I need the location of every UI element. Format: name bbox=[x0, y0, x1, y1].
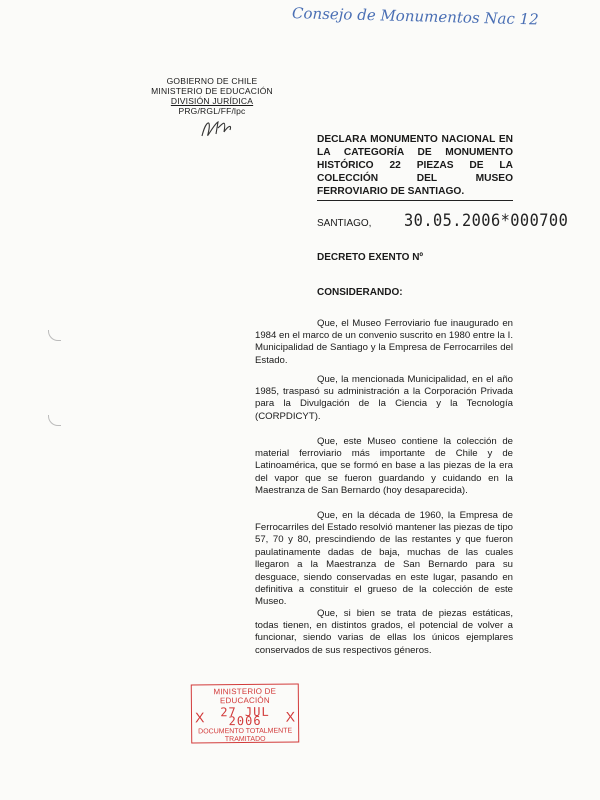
stamp-mark-right: X bbox=[285, 708, 296, 725]
letterhead-reference: PRG/RGL/FF/lpc bbox=[178, 106, 246, 116]
handwritten-annotation: Consejo de Monumentos Nac 12 bbox=[291, 4, 539, 29]
date-number-stamp: 30.05.2006*000700 bbox=[404, 211, 569, 231]
paragraph-2: Que, la mencionada Municipalidad, en el año 1985, traspasó su administración a la Corporación Privada para la Divulgación de la Ciencia y la Tecnología (CORPDICYT). bbox=[255, 373, 513, 422]
paragraph-1: Que, el Museo Ferroviario fue inaugurado en 1984 en el marco de un convenio suscrito en 1980 entre la I. Municipalidad de Santiago y la Empresa de Ferrocarriles del Estado. bbox=[255, 317, 513, 366]
decree-title: DECLARA MONUMENTO NACIONAL EN LA CATEGORÍA DE MONUMENTO HISTÓRICO 22 PIEZAS DE LA COLECCIÓN DEL MUSEO FERROVIARIO DE SANTIAGO. bbox=[317, 133, 513, 201]
handwritten-initials-signature bbox=[194, 116, 244, 142]
decree-number-label: DECRETO EXENTO Nº bbox=[317, 252, 424, 263]
paragraph-5: Que, si bien se trata de piezas estáticas, todas tienen, en distintos grados, el potencial de volver a funcionar, siendo varias de ellas los únicos ejemplares conservados de sus respectivos géneros. bbox=[255, 607, 513, 656]
paragraph-3: Que, este Museo contiene la colección de material ferroviario más importante de Chile y de Latinoamérica, que se formó en base a las piezas de la era del vapor que se fueron guardando y cuidando en la Maestranza de San Bernardo (hoy desaparecida). bbox=[255, 435, 513, 497]
stamp-status: DOCUMENTO TOTALMENTE TRAMITADO bbox=[198, 727, 293, 743]
considerando-heading: CONSIDERANDO: bbox=[317, 287, 403, 298]
paragraph-4: Que, en la década de 1960, la Empresa de Ferrocarriles del Estado resolvió mantener las piezas de tipo 57, 70 y 80, prescindiendo de las restantes y que fueron paulatinamente dadas de baja, muchas de las cuales llegaron a la Maestranza de San Bernardo para su desguace, siendo conservadas en este lugar, pasando en definitiva a constituir el grueso de la colección de este Museo. bbox=[255, 509, 513, 608]
punch-hole-mark bbox=[48, 415, 61, 426]
stamp-date: 27 JUL 2006 bbox=[220, 704, 270, 729]
punch-hole-mark bbox=[48, 330, 61, 341]
stamp-ministry: MINISTERIO DE EDUCACIÓN bbox=[213, 686, 277, 706]
letterhead-government: GOBIERNO DE CHILE bbox=[166, 76, 258, 86]
letterhead bbox=[132, 76, 292, 116]
letterhead-ministry: MINISTERIO DE EDUCACIÓN bbox=[151, 86, 273, 96]
reception-stamp bbox=[191, 684, 300, 744]
letterhead-division: DIVISIÓN JURÍDICA bbox=[170, 96, 254, 106]
stamp-mark-left: X bbox=[194, 708, 205, 725]
city-label: SANTIAGO, bbox=[317, 218, 372, 229]
